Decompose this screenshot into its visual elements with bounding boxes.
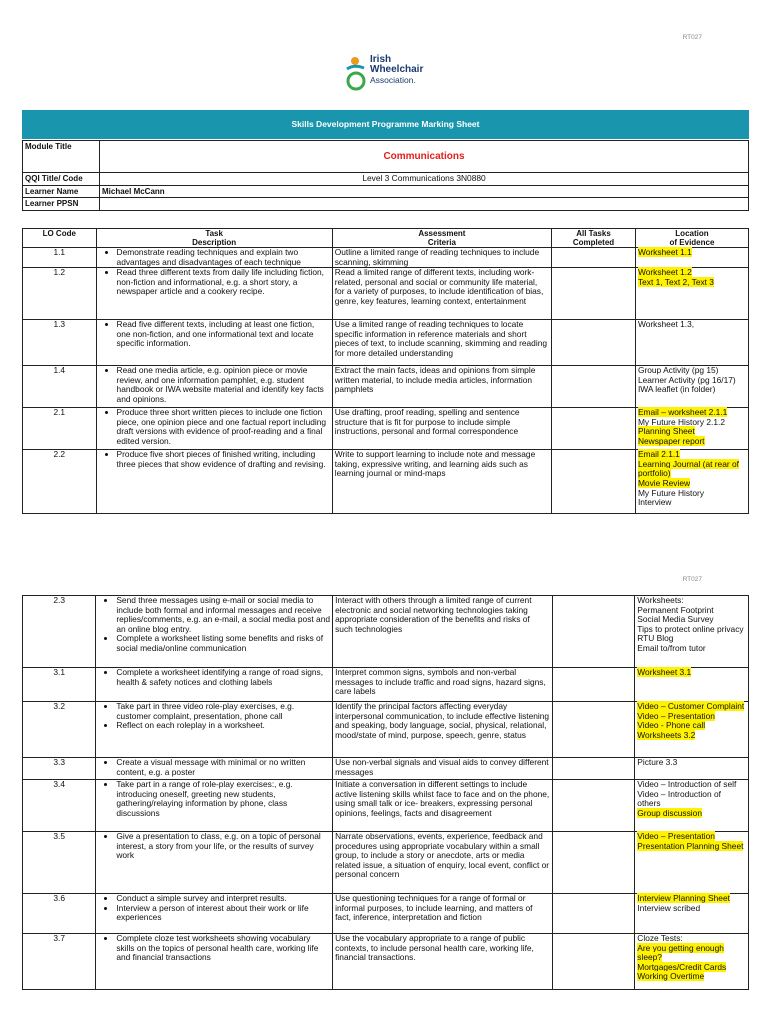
evidence-item: Tips to protect online privacy <box>637 623 744 634</box>
page-2 <box>0 560 768 1024</box>
evidence-item: Interview <box>637 497 672 508</box>
table-row <box>23 366 749 408</box>
assessment-criteria: Use questioning techniques for a range of formal or informal purposes, to include learning, and matters of fact, inference, interpretation and fiction <box>333 894 552 934</box>
evidence-item: Interview scribed <box>637 902 701 913</box>
table-row <box>23 248 749 268</box>
assessment-criteria: Interpret common signs, symbols and non-verbal messages to include traffic and road signs, hazard signs, care labels <box>333 668 552 702</box>
evidence-item: RTU Blog <box>637 633 674 644</box>
module-title-label: Module Title <box>23 141 100 173</box>
evidence-item: Worksheet 1.2 <box>637 267 692 278</box>
location-of-evidence <box>635 248 748 268</box>
evidence-item: Social Media Survey <box>637 614 714 625</box>
header-criteria: Assessment Criteria <box>332 229 551 248</box>
tasks-completed <box>552 668 635 702</box>
assessment-criteria: Use the vocabulary appropriate to a range of public contexts, to include personal health care, working life, financial transactions. <box>333 934 552 990</box>
lo-code: 3.2 <box>23 702 96 758</box>
assessment-criteria: Outline a limited range of reading techniques to include scanning, skimming <box>332 248 551 268</box>
location-of-evidence <box>635 320 748 366</box>
evidence-item: Working Overtime <box>637 971 705 982</box>
task-description <box>96 894 333 934</box>
evidence-item: Cloze Tests: <box>637 933 683 943</box>
banner-title: Skills Development Programme Marking Sheet <box>22 110 749 139</box>
location-of-evidence <box>635 832 749 894</box>
tasks-completed <box>552 450 636 514</box>
task-item: • Produce three short written pieces to include one fiction piece, one opinion piece and one factual report including draft versions with evidence of proof-reading and a final edited version. <box>117 408 330 446</box>
tasks-completed <box>552 366 636 408</box>
evidence-item: Video – Introduction of self <box>637 779 737 789</box>
table-row <box>23 934 749 990</box>
tasks-completed <box>552 894 635 934</box>
tasks-completed <box>552 758 635 780</box>
task-item: • Read one media article, e.g. opinion piece or movie review, and one information pamphlet, e.g. student handbook or IWA website material and identify key facts and opinions. <box>117 366 330 404</box>
location-of-evidence <box>635 268 748 320</box>
location-of-evidence <box>635 702 749 758</box>
assessment-criteria: Narrate observations, events, experience, feedback and procedures using appropriate vocabulary within a small group, to include a story or anecdote, arts or media related issue, a situation of enquiry, local event, conflict or personal concern <box>333 832 552 894</box>
task-item: • Read three different texts from daily life including fiction, non-fiction and informational, e.g. a short story, a newspaper article and a cookery recipe. <box>117 268 330 297</box>
tasks-completed <box>552 408 636 450</box>
tasks-completed <box>552 780 635 832</box>
location-of-evidence <box>635 408 748 450</box>
tasks-completed <box>552 596 635 668</box>
task-item: • Take part in a range of role-play exercises:, e.g. introducing oneself, greeting new students, gathering/relaying information by phone, class discussions <box>116 780 330 818</box>
evidence-item: Interview Planning Sheet <box>637 893 730 903</box>
lo-code: 3.7 <box>23 934 96 990</box>
learner-info-table <box>22 140 749 211</box>
task-description <box>96 758 333 780</box>
module-title-value: Communications <box>100 141 749 173</box>
tasks-completed <box>552 268 636 320</box>
lo-code: 1.1 <box>23 248 97 268</box>
evidence-item: Mortgages/Credit Cards <box>637 961 727 972</box>
evidence-item: Text 1, Text 2, Text 3 <box>637 276 714 287</box>
lo-code: 3.6 <box>23 894 96 934</box>
assessment-criteria: Extract the main facts, ideas and opinions from simple written material, to include media articles, information pamphlets <box>332 366 551 408</box>
task-item: • Take part in three video role-play exercises, e.g. customer complaint, presentation, phone call <box>116 702 330 721</box>
logo <box>344 55 434 95</box>
evidence-item: Presentation Planning Sheet <box>637 840 744 851</box>
header-task: Task Description <box>96 229 332 248</box>
evidence-item: Email to/from tutor <box>637 642 706 653</box>
task-description <box>96 934 333 990</box>
evidence-item: Video – Introduction of others <box>637 788 721 809</box>
assessment-criteria: Use non-verbal signals and visual aids to convey different messages <box>333 758 552 780</box>
location-of-evidence <box>635 668 749 702</box>
evidence-item: My Future History 2.1.2 <box>637 416 725 427</box>
qqi-label: QQI Title/ Code <box>23 173 100 186</box>
tasks-completed <box>552 248 636 268</box>
evidence-item: Planning Sheet <box>637 426 695 437</box>
table-row <box>23 668 749 702</box>
tasks-completed <box>552 832 635 894</box>
lo-code: 1.2 <box>23 268 97 320</box>
reference-code: RT027 <box>682 576 702 583</box>
task-description <box>96 832 333 894</box>
table-row <box>23 832 749 894</box>
evidence-item: Video – Presentation <box>637 710 715 721</box>
header-completed: All Tasks Completed <box>552 229 636 248</box>
tasks-completed <box>552 934 635 990</box>
table-row <box>23 780 749 832</box>
evidence-item: Email – worksheet 2.1.1 <box>637 407 728 418</box>
location-of-evidence <box>635 934 749 990</box>
lo-code: 3.3 <box>23 758 96 780</box>
learner-ppsn-value <box>100 198 749 211</box>
assessment-criteria: Interact with others through a limited range of current electronic and social networking technologies taking appropriate consideration of the benefits and risks of such technologies <box>333 596 552 668</box>
table-row <box>23 408 749 450</box>
header-lo-code: LO Code <box>23 229 97 248</box>
task-description <box>96 408 332 450</box>
task-item: • Complete cloze test worksheets showing vocabulary skills on the topics of personal health care, working life and financial transactions <box>116 934 330 963</box>
evidence-item: Learner Activity (pg 16/17) <box>637 374 736 385</box>
marking-table-page-2 <box>22 595 749 990</box>
qqi-value: Level 3 Communications 3N0880 <box>100 173 749 186</box>
task-item: • Complete a worksheet listing some benefits and risks of social media/online communication <box>116 634 330 653</box>
task-item: • Send three messages using e-mail or social media to include both formal and informal messages and receive replies/comments, e.g. an e-mail, a social media post and an online blog entry. <box>116 596 330 634</box>
evidence-item: Worksheet 1.1 <box>637 247 692 257</box>
task-item: • Demonstrate reading techniques and explain two advantages and disadvantages of each technique <box>117 248 330 267</box>
assessment-criteria: Initiate a conversation in different settings to include active listening skills whilst face to face and on the phone, using small talk or ice- breakers, expressing personal opinions, feelings, facts and disagreement <box>333 780 552 832</box>
table-row <box>23 894 749 934</box>
assessment-criteria: Use a limited range of reading techniques to locate specific information in reference materials and short pieces of text, to include scanning, skimming and reading for more detailed understanding <box>332 320 551 366</box>
location-of-evidence <box>635 758 749 780</box>
evidence-item: Email 2.1.1 <box>637 449 680 460</box>
location-of-evidence <box>635 366 748 408</box>
task-description <box>96 248 332 268</box>
task-description <box>96 320 332 366</box>
lo-code: 3.1 <box>23 668 96 702</box>
evidence-item: Are you getting enough sleep? <box>637 942 724 963</box>
evidence-item: Picture 3.3 <box>637 757 678 767</box>
evidence-item: Group discussion <box>637 807 702 818</box>
header-location: Location of Evidence <box>635 229 748 248</box>
assessment-criteria: Read a limited range of different texts, including work-related, personal and social or community life material, for a variety of purposes, to include identification of bias, genre, key features, learning context, entertainment <box>332 268 551 320</box>
location-of-evidence <box>635 596 749 668</box>
evidence-item: My Future History <box>637 487 705 498</box>
task-item: • Reflect on each roleplay in a worksheet. <box>116 721 330 731</box>
task-description <box>96 780 333 832</box>
lo-code: 3.5 <box>23 832 96 894</box>
evidence-item: Permanent Footprint <box>637 604 714 615</box>
table-row <box>23 702 749 758</box>
task-item: • Read five different texts, including at least one fiction, one non-fiction, and one informational text and locate specific information. <box>117 320 330 349</box>
table-row <box>23 320 749 366</box>
lo-code: 1.3 <box>23 320 97 366</box>
evidence-item: IWA leaflet (in folder) <box>637 384 716 395</box>
task-item: • Produce five short pieces of finished writing, including three pieces that show evidence of drafting and revising. <box>117 450 330 469</box>
lo-code: 2.2 <box>23 450 97 514</box>
evidence-item: Worksheet 1.3, <box>637 319 695 330</box>
evidence-item: Learning Journal (at rear of portfolio) <box>637 458 739 479</box>
task-description <box>96 450 332 514</box>
evidence-item: Worksheets: <box>637 595 684 605</box>
lo-code: 2.3 <box>23 596 96 668</box>
evidence-item: Video – Presentation <box>637 831 715 841</box>
task-description <box>96 596 333 668</box>
location-of-evidence <box>635 450 748 514</box>
evidence-item: Worksheet 3.1 <box>637 667 692 677</box>
task-item: • Complete a worksheet identifying a range of road signs, health & safety notices and clothing labels <box>116 668 330 687</box>
task-item: • Interview a person of interest about their work or life experiences <box>116 904 330 923</box>
task-item: • Give a presentation to class, e.g. on a topic of personal interest, a story from your life, or the results of survey work <box>116 832 330 861</box>
tasks-completed <box>552 702 635 758</box>
evidence-item: Group Activity (pg 15) <box>637 365 719 376</box>
wheelchair-logo-icon <box>344 55 370 93</box>
reference-code: RT027 <box>682 34 702 41</box>
learner-name-label: Learner Name <box>23 185 100 198</box>
learner-name-value: Michael McCann <box>100 185 749 198</box>
evidence-item: Video - Phone call <box>637 720 706 731</box>
assessment-criteria: Write to support learning to include note and message taking, expressive writing, and learning aids such as learning journal or mind-maps <box>332 450 551 514</box>
lo-code: 2.1 <box>23 408 97 450</box>
task-description <box>96 268 332 320</box>
tasks-completed <box>552 320 636 366</box>
table-row <box>23 758 749 780</box>
marking-table-page-1 <box>22 228 749 514</box>
lo-code: 1.4 <box>23 366 97 408</box>
table-row <box>23 268 749 320</box>
task-description <box>96 366 332 408</box>
assessment-criteria: Use drafting, proof reading, spelling and sentence structure that is fit for purpose to include simple instructions, personal and formal correspondence <box>332 408 551 450</box>
learner-ppsn-label: Learner PPSN <box>23 198 100 211</box>
evidence-item: Newspaper report <box>637 435 705 446</box>
task-description <box>96 702 333 758</box>
location-of-evidence <box>635 780 749 832</box>
evidence-item: Video – Customer Complaint <box>637 701 745 711</box>
task-item: • Conduct a simple survey and interpret results. <box>116 894 330 904</box>
table-row <box>23 596 749 668</box>
table-row <box>23 450 749 514</box>
evidence-item: Worksheets 3.2 <box>637 729 696 740</box>
task-item: • Create a visual message with minimal or no written content, e.g. a poster <box>116 758 330 777</box>
location-of-evidence <box>635 894 749 934</box>
evidence-item: Movie Review <box>637 477 691 488</box>
logo-text: Irish Wheelchair Association. <box>370 54 424 85</box>
lo-code: 3.4 <box>23 780 96 832</box>
assessment-criteria: Identify the principal factors affecting everyday interpersonal communication, to include effective listening and speaking, body language, social, physical, relational, mood/state of mind, purpose, speech, genre, status <box>333 702 552 758</box>
task-description <box>96 668 333 702</box>
